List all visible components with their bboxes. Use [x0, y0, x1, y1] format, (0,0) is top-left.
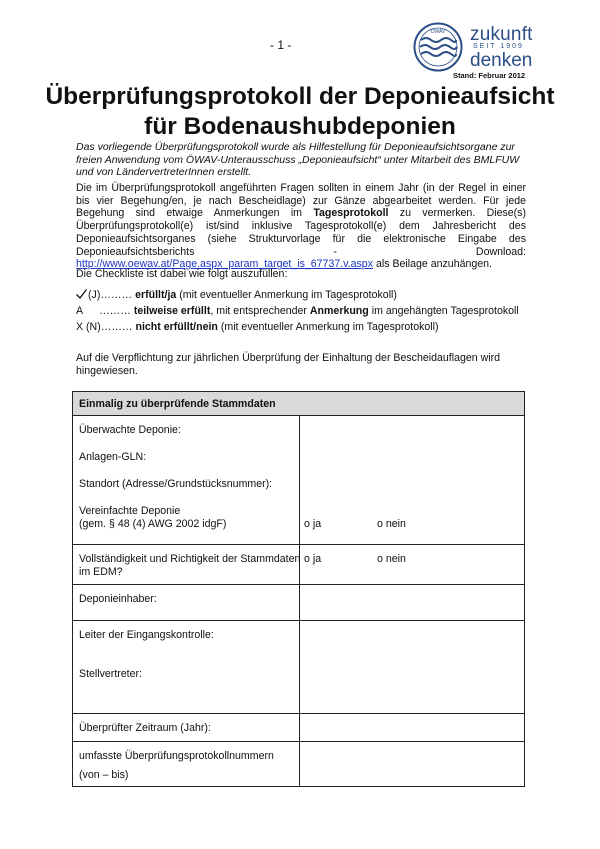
legend-partial-bold: teilweise erfüllt	[133, 305, 211, 317]
eingangskontrolle-value-cell[interactable]	[300, 621, 525, 714]
checklist-intro: Die Checkliste ist dabei wie folgt auszufüllen:	[76, 268, 288, 280]
legend-partial-bold-2: Anmerkung	[309, 305, 369, 317]
page-number: - 1 -	[270, 38, 292, 52]
edm-label-line-2: im EDM?	[79, 566, 123, 578]
standort-label: Standort (Adresse/Grundstücksnummer):	[79, 478, 273, 490]
zeitraum-value-cell[interactable]	[300, 714, 525, 742]
edm-label-cell	[73, 545, 300, 585]
instructions-part-1: Die im Überprüfungsprotokoll angeführten Fragen sollten in einem Jahr (in der Regel in einer bis vier Begehung/en, je nach Bescheidlage) zur Gänze abgearbeitet werden. Für jede Begehung sind etwaige Anmerkungen im	[76, 182, 526, 220]
stand-date: Stand: Februar 2012	[453, 71, 526, 80]
table-row	[73, 585, 525, 621]
notice-paragraph: Auf die Verpflichtung zur jährlichen Überprüfung der Einhaltung der Bescheidauflagen wird hingewiesen.	[76, 352, 501, 377]
oewav-wave-logo-icon	[413, 22, 463, 72]
logo-word-mid: SEIT 1909	[473, 43, 524, 50]
tagesprotokoll-term: Tagesprotokoll	[313, 207, 389, 220]
vereinfachte-ja-option[interactable]: o ja	[304, 518, 322, 530]
deponieinhaber-value-cell[interactable]	[300, 585, 525, 621]
edm-label-line-1: Vollständigkeit und Richtigkeit der Stammdaten	[79, 553, 301, 565]
table-header: Einmalig zu überprüfende Stammdaten	[73, 392, 525, 416]
protokollnummern-value-cell[interactable]	[300, 742, 525, 787]
eingangskontrolle-label-cell	[73, 621, 300, 714]
table-row	[73, 714, 525, 742]
legend-partial-symbol: A	[76, 305, 84, 317]
ueberwachte-deponie-label: Überwachte Deponie:	[79, 424, 181, 436]
table-row	[73, 545, 525, 585]
svg-text:ÖWAV: ÖWAV	[430, 29, 446, 35]
deponie-value-cell[interactable]	[300, 416, 525, 545]
legend-partial-rest: , mit entsprechender	[210, 305, 307, 317]
deponieinhaber-label: Deponieinhaber:	[79, 593, 157, 605]
logo	[413, 22, 535, 74]
download-link[interactable]: http://www.oewav.at/Page.aspx_param_target_is_67737.v.aspx	[76, 258, 373, 271]
instructions-paragraph	[76, 182, 526, 271]
check-icon	[76, 289, 87, 299]
instructions-part-3: als Beilage anzuhängen.	[375, 258, 492, 271]
legend-row-partial	[76, 305, 519, 317]
deponieinhaber-label-cell	[73, 585, 300, 621]
instructions-part-2: zu vermerken. Diese(s) Überprüfungsprotokoll(e) ist/sind inklusive Tagesprotokoll(e) dem Jahresbericht des Deponieaufsichtsorganes (siehe Strukturvorlage für die elektronische Eingabe des Deponieaufsichtsberichts - Download:	[76, 207, 527, 258]
legend-no-symbol: X	[76, 321, 84, 333]
stammdaten-table	[72, 391, 525, 787]
protokollnummern-label-line-2: (von – bis)	[79, 769, 129, 781]
logo-word-bottom: denken	[470, 50, 533, 71]
leiter-eingangskontrolle-label: Leiter der Eingangskontrolle:	[79, 629, 214, 641]
anlagen-gln-label: Anlagen-GLN:	[79, 451, 147, 463]
zeitraum-label: Überprüfter Zeitraum (Jahr):	[79, 722, 211, 734]
protokollnummern-label-cell	[73, 742, 300, 787]
legend-partial-prefix: ………	[99, 305, 131, 317]
legend-partial-rest-2: im angehängten Tagesprotokoll	[371, 305, 519, 317]
legend-yes-rest: (mit eventueller Anmerkung im Tagesprotokoll)	[179, 289, 397, 301]
table-row	[73, 621, 525, 714]
protokollnummern-label-line-1: umfasste Überprüfungsprotokollnummern	[79, 750, 274, 762]
table-row	[73, 742, 525, 787]
legend-yes-prefix: (J)………	[88, 289, 133, 301]
table-header-row	[73, 392, 525, 416]
page-title	[0, 82, 600, 142]
zeitraum-label-cell	[73, 714, 300, 742]
title-line-1: Überprüfungsprotokoll der Deponieaufsicht	[45, 83, 555, 110]
edm-ja-option[interactable]: o ja	[304, 553, 322, 565]
legend-no-prefix: (N)………	[86, 321, 133, 333]
vereinfachte-nein-option[interactable]: o nein	[377, 518, 406, 530]
table-row	[73, 416, 525, 545]
legend-no-bold: nicht erfüllt/nein	[135, 321, 218, 333]
legend-no-rest: (mit eventueller Anmerkung im Tagesprotokoll)	[220, 321, 439, 333]
stellvertreter-label: Stellvertreter:	[79, 668, 142, 680]
vereinfachte-deponie-label: Vereinfachte Deponie	[79, 505, 181, 517]
edm-value-cell[interactable]	[300, 545, 525, 585]
legend-row-yes	[76, 289, 397, 301]
vereinfachte-deponie-reference: (gem. § 48 (4) AWG 2002 idgF)	[79, 518, 227, 530]
legend-row-no	[76, 321, 439, 333]
legend-yes-bold: erfüllt/ja	[135, 289, 177, 301]
intro-paragraph: Das vorliegende Überprüfungsprotokoll wurde als Hilfestellung für Deponieaufsichtsorgane zur freien Anwendung vom ÖWAV-Unterausschuss „Deponieaufsicht“ unter Mitarbeit des BMLFUW und von LändervertreterInnen erstellt.	[76, 141, 520, 178]
title-line-2: für Bodenaushubdeponien	[144, 113, 456, 140]
edm-nein-option[interactable]: o nein	[377, 553, 406, 565]
deponie-label-cell	[73, 416, 300, 545]
logo-word-top: zukunft	[470, 24, 533, 45]
